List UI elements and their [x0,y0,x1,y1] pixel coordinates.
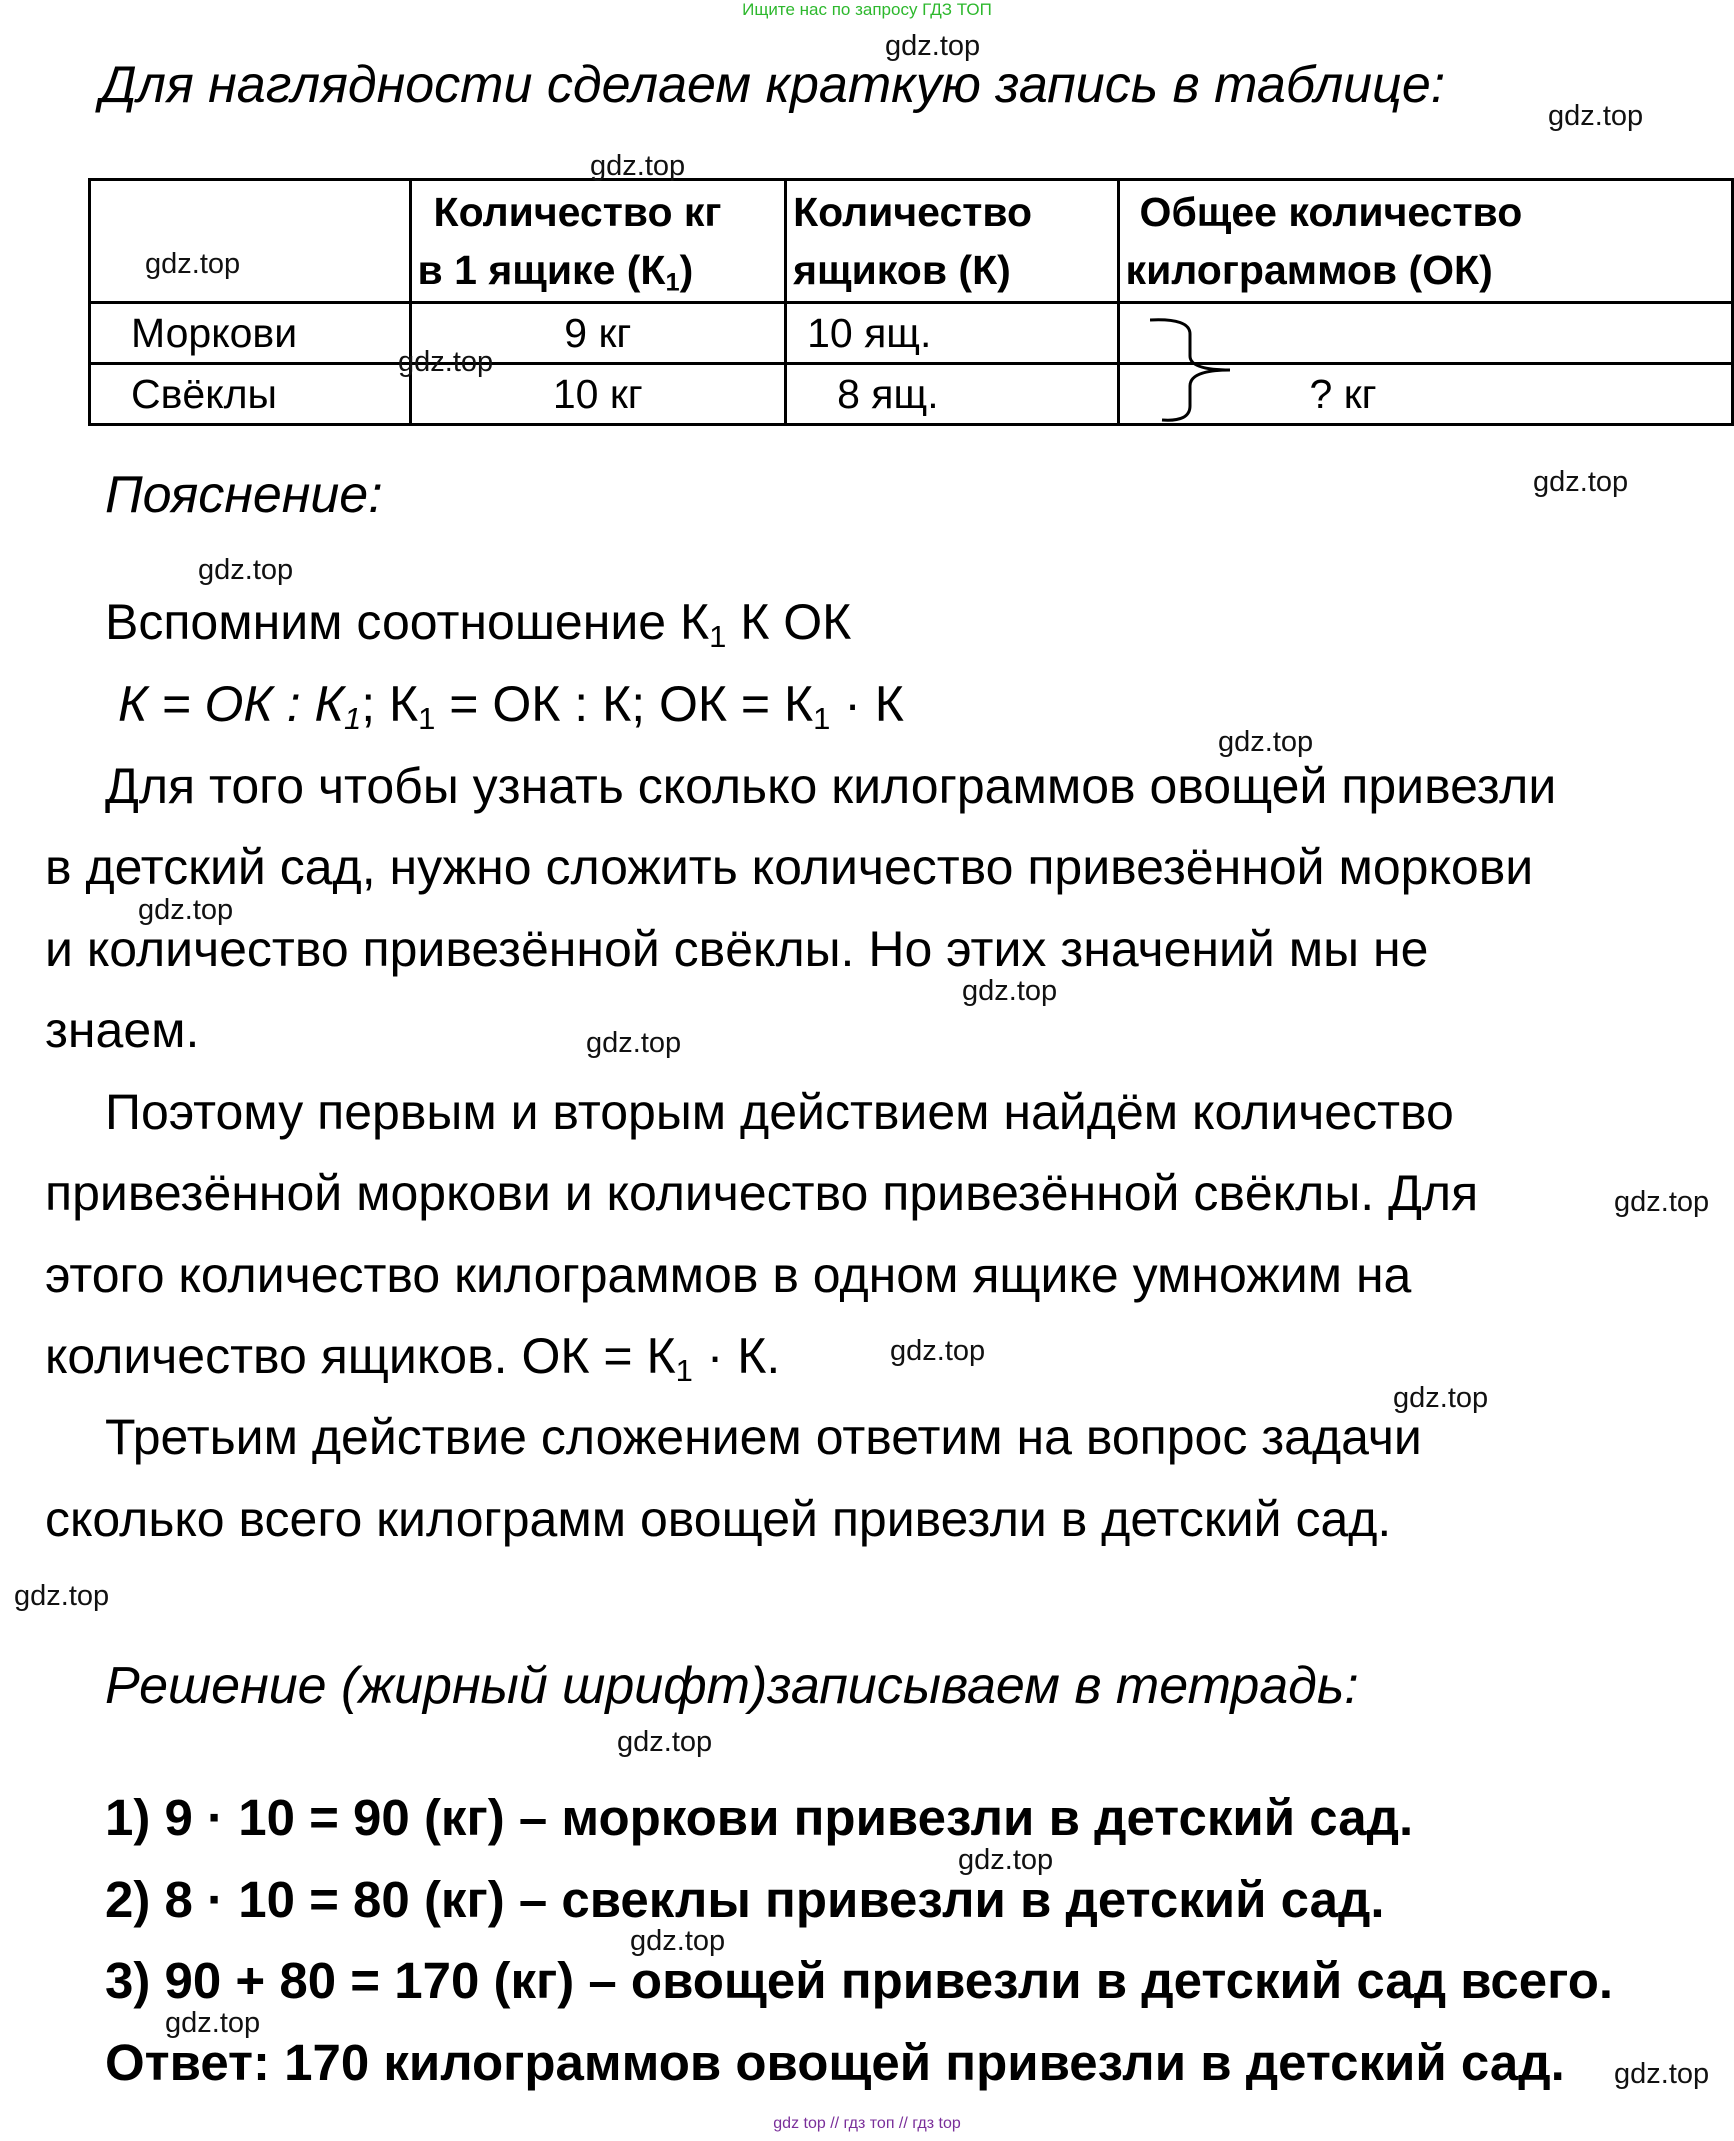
watermark: gdz.top [958,1844,1054,1876]
header-total [1118,180,1732,303]
relation-formulas: К = ОК : $К_1$; $К_1$ = ОК : К; ОК = $К_1 \cdot К$ [118,676,904,736]
watermark: gdz.top [885,30,981,62]
bottom-banner: gdz top // гдз топ // гдз top [773,2115,961,2132]
paragraph-line: Поэтому первым и вторым действием найдём количество [105,1084,1454,1140]
watermark: gdz.top [1218,726,1314,758]
intro-heading: Для наглядности сделаем краткую запись в таблице: [100,56,1446,114]
header-boxes [786,180,1118,303]
row-total: ? кг [1118,364,1732,425]
paragraph-line: сколько всего килограмм овощей привезли в детский сад. [45,1491,1392,1547]
watermark: gdz.top [198,554,294,586]
solution-step-3: 3) 90 + 80 = 170 (кг) – овощей привезли в детский сад всего. [105,1952,1614,2009]
top-banner: Ищите нас по запросу ГДЗ ТОП [742,0,992,19]
table-header-row [90,180,1733,303]
row-name: Моркови [90,303,411,364]
relation-intro: Вспомним соотношение $К_1$ К ОК [105,594,852,654]
paragraph-line: количество ящиков. ОК = $К_1 \cdot К$. [45,1328,781,1388]
paragraph-line: знаем. [45,1002,200,1058]
header-per-box-line1: Количество кг [433,189,722,235]
explanation-heading: Пояснение: [105,466,383,524]
row-boxes: 8 ящ. [786,364,1118,425]
brace-icon [1150,316,1230,426]
paragraph-line: этого количество килограммов в одном ящике умножим на [45,1247,1412,1303]
watermark: gdz.top [145,248,241,280]
row-name: Свёклы [90,364,411,425]
answer-line: Ответ: 170 килограммов овощей привезли в детский сад. [105,2034,1565,2091]
table-row [90,303,1733,364]
table-row [90,364,1733,425]
solution-heading: Решение (жирный шрифт)записываем в тетрадь: [105,1657,1359,1715]
watermark: gdz.top [890,1335,986,1367]
paragraph-line: и количество привезённой свёклы. Но этих значений мы не [45,921,1429,977]
header-per-box-line2: в 1 ящике $(К_1)$ [417,247,694,297]
row-per-box: 9 кг [410,303,786,364]
watermark: gdz.top [1533,466,1629,498]
summary-table [88,178,1734,426]
paragraph-line: в детский сад, нужно сложить количество привезённой моркови [45,839,1534,895]
paragraph-line: Третьим действие сложением ответим на вопрос задачи [105,1409,1422,1465]
watermark: gdz.top [1614,1186,1710,1218]
solution-step-1: 1) 9 · 10 = 90 (кг) – моркови привезли в детский сад. [105,1789,1414,1846]
header-boxes-line1: Количество [793,189,1033,235]
watermark: gdz.top [586,1027,682,1059]
watermark: gdz.top [590,150,686,182]
row-per-box: 10 кг [410,364,786,425]
watermark: gdz.top [398,346,494,378]
watermark: gdz.top [1393,1382,1489,1414]
watermark: gdz.top [1548,100,1644,132]
watermark: gdz.top [617,1726,713,1758]
row-boxes: 10 ящ. [786,303,1118,364]
watermark: gdz.top [165,2007,261,2039]
header-total-line2: килограммов (ОК) [1125,247,1493,293]
header-empty-cell [90,180,411,303]
watermark: gdz.top [138,894,234,926]
paragraph-line: привезённой моркови и количество привезённой свёклы. Для [45,1165,1479,1221]
watermark: gdz.top [630,1925,726,1957]
header-total-line1: Общее количество [1139,189,1523,235]
watermark: gdz.top [14,1580,110,1612]
paragraph-line: Для того чтобы узнать сколько килограммов овощей привезли [105,758,1557,814]
header-per-box [410,180,786,303]
solution-step-2: 2) 8 · 10 = 80 (кг) – свеклы привезли в детский сад. [105,1871,1385,1928]
watermark: gdz.top [962,975,1058,1007]
header-boxes-line2: ящиков (К) [793,247,1011,293]
watermark: gdz.top [1614,2058,1710,2090]
